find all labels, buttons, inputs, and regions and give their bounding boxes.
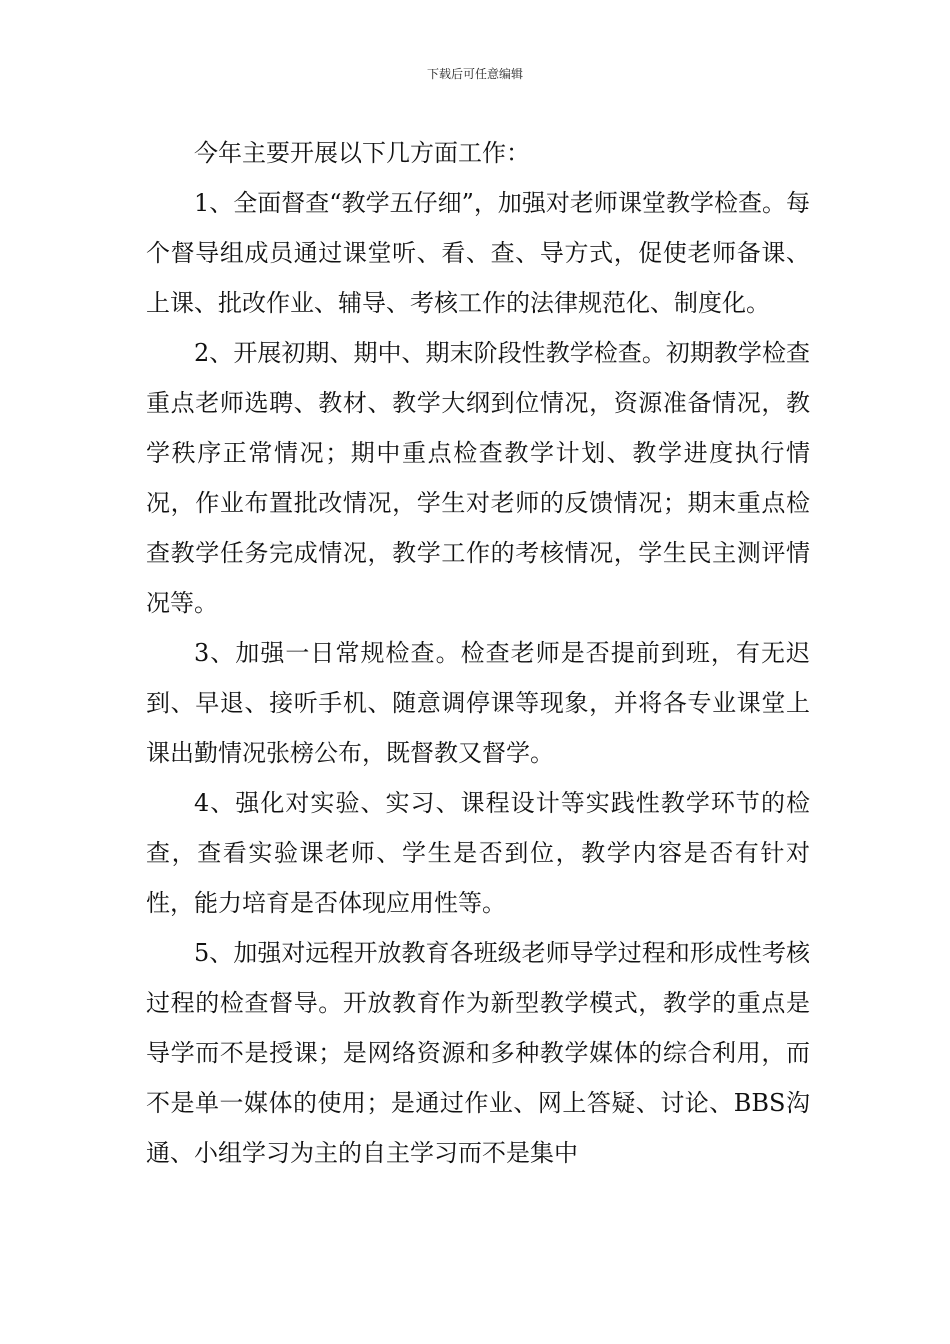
paragraph-item-3: 3、加强一日常规检查。检查老师是否提前到班，有无迟到、早退、接听手机、随意调停课等现象，并将各专业课堂上课出勤情况张榜公布，既督教又督学。 xyxy=(146,639,810,767)
paragraph-item-4: 4、强化对实验、实习、课程设计等实践性教学环节的检查，查看实验课老师、学生是否到位，教学内容是否有针对性，能力培育是否体现应用性等。 xyxy=(146,789,810,917)
document-body xyxy=(146,128,810,1178)
paragraph-intro: 今年主要开展以下几方面工作： xyxy=(194,139,530,167)
paragraph-item-1: 1、全面督查“教学五仔细”，加强对老师课堂教学检查。每个督导组成员通过课堂听、看、查、导方式，促使老师备课、上课、批改作业、辅导、考核工作的法律规范化、制度化。 xyxy=(146,189,810,317)
paragraph-item-2: 2、开展初期、期中、期末阶段性教学检查。初期教学检查重点老师选聘、教材、教学大纲到位情况，资源准备情况，教学秩序正常情况；期中重点检查教学计划、教学进度执行情况，作业布置批改情况，学生对老师的反馈情况；期末重点检查教学任务完成情况，教学工作的考核情况，学生民主测评情况等。 xyxy=(146,339,810,617)
page-header-note: 下载后可任意编辑 xyxy=(426,67,523,81)
paragraph-item-5: 5、加强对远程开放教育各班级老师导学过程和形成性考核过程的检查督导。开放教育作为新型教学模式，教学的重点是导学而不是授课；是网络资源和多种教学媒体的综合利用，而不是单一媒体的使用；是通过作业、网上答疑、讨论、BBS沟通、小组学习为主的自主学习而不是集中 xyxy=(146,939,810,1167)
